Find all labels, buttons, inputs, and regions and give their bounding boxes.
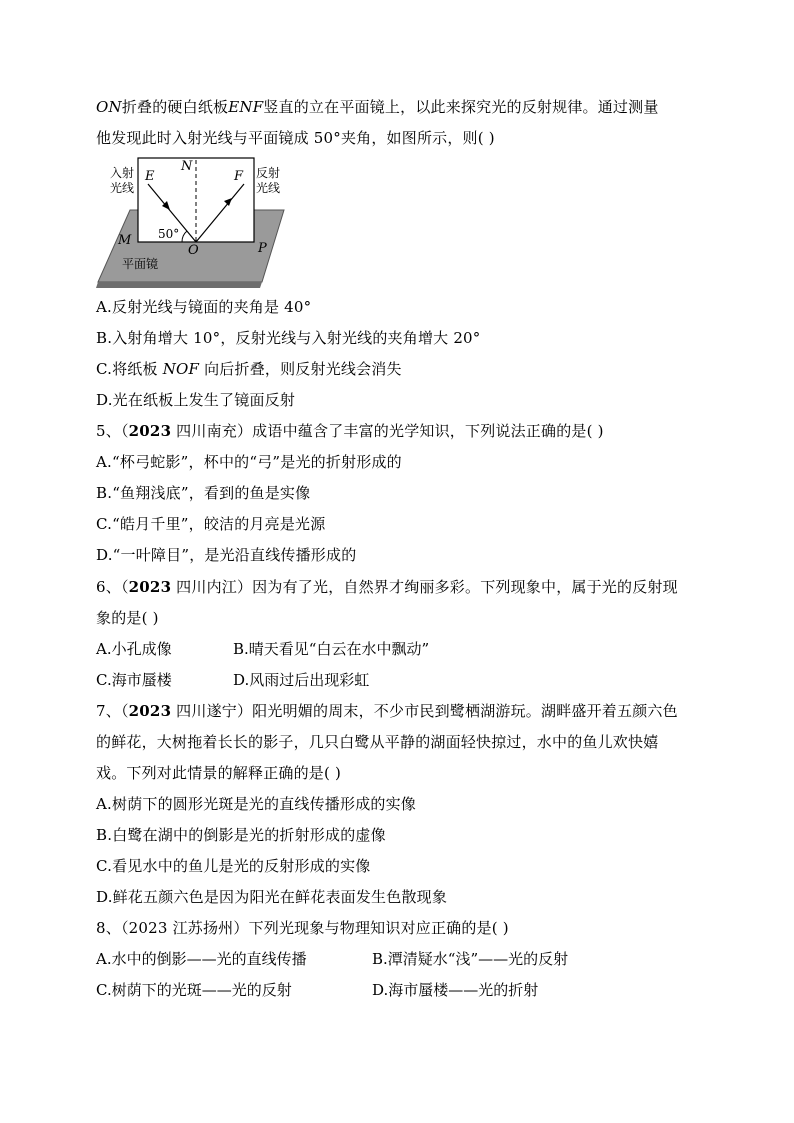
reflection-experiment-figure	[96, 156, 296, 288]
point-e-label: E	[145, 169, 155, 184]
q6-option-b: B.晴天看见“白云在水中飘动”	[233, 640, 430, 658]
incident-label-1: 入射	[110, 166, 135, 180]
q6-option-c: C.海市蜃楼	[96, 671, 172, 689]
option-text: C.将纸板	[96, 360, 163, 378]
q6-option-a: A.小孔成像	[96, 640, 172, 658]
stem-text: 四川南充）成语中蕴含了丰富的光学知识，下列说法正确的是( )	[171, 422, 604, 440]
q6-stem-line-2: 象的是( )	[96, 609, 159, 627]
question-number: 5、（	[96, 422, 129, 440]
q4-option-a: A.反射光线与镜面的夹角是 40°	[96, 298, 312, 316]
q4-option-b: B.入射角增大 10°，反射光线与入射光线的夹角增大 20°	[96, 329, 481, 347]
point-f-label: F	[234, 169, 244, 184]
q5-option-b: B.“鱼翔浅底”，看到的鱼是实像	[96, 484, 311, 502]
label-on: ON	[96, 98, 122, 116]
stem-text: 竖直的立在平面镜上，以此来探究光的反射规律。通过测量	[263, 98, 659, 116]
q7-stem-line-1	[96, 700, 678, 722]
option-text: 向后折叠，则反射光线会消失	[199, 360, 402, 378]
q7-stem-line-2: 的鲜花，大树拖着长长的影子，几只白鹭从平静的湖面轻快掠过，水中的鱼儿欢快嬉	[96, 733, 659, 751]
mirror-label: 平面镜	[122, 257, 159, 271]
q7-stem-line-3: 戏。下列对此情景的解释正确的是( )	[96, 764, 342, 782]
q8-option-c: C.树荫下的光斑——光的反射	[96, 981, 292, 999]
plane-mirror-edge	[96, 282, 262, 288]
label-enf: ENF	[228, 98, 264, 116]
question-4-stem-line-2: 他发现此时入射光线与平面镜成 50°夹角，如图所示，则( )	[96, 129, 495, 147]
q8-option-d: D.海市蜃楼——光的折射	[372, 981, 539, 999]
angle-label: 50°	[158, 227, 180, 241]
q6-stem-line-1	[96, 576, 678, 598]
q4-option-d: D.光在纸板上发生了镜面反射	[96, 391, 296, 409]
q7-option-a: A.树荫下的圆形光斑是光的直线传播形成的实像	[96, 795, 417, 813]
q5-stem	[96, 420, 604, 442]
question-4-stem-line-1	[96, 96, 659, 118]
question-year: 2023	[128, 422, 172, 440]
q5-option-c: C.“皓月千里”，皎洁的月亮是光源	[96, 515, 326, 533]
label-nof: NOF	[162, 360, 200, 378]
q5-option-d: D.“一叶障目”，是光沿直线传播形成的	[96, 546, 357, 564]
incident-label-2: 光线	[110, 181, 135, 195]
point-o-label: O	[188, 243, 199, 258]
q4-option-c	[96, 358, 402, 380]
point-m-label: M	[118, 233, 132, 248]
point-p-label: P	[258, 241, 267, 256]
q6-option-d: D.风雨过后出现彩虹	[233, 671, 370, 689]
q7-option-d: D.鲜花五颜六色是因为阳光在鲜花表面发生色散现象	[96, 888, 448, 906]
stem-text: 折叠的硬白纸板	[121, 98, 229, 116]
question-year: 2023	[128, 578, 172, 596]
question-number: 7、（	[96, 702, 129, 720]
q5-option-a: A.“杯弓蛇影”，杯中的“弓”是光的折射形成的	[96, 453, 402, 471]
q8-option-b: B.潭清疑水“浅”——光的反射	[372, 950, 569, 968]
question-year: 2023	[128, 702, 172, 720]
stem-text: 四川遂宁）阳光明媚的周末，不少市民到鹭栖湖游玩。湖畔盛开着五颜六色	[171, 702, 678, 720]
q8-option-a: A.水中的倒影——光的直线传播	[96, 950, 307, 968]
stem-text: 四川内江）因为有了光，自然界才绚丽多彩。下列现象中，属于光的反射现	[171, 578, 678, 596]
q7-option-b: B.白鹭在湖中的倒影是光的折射形成的虚像	[96, 826, 386, 844]
q8-stem: 8、（2023 江苏扬州）下列光现象与物理知识对应正确的是( )	[96, 919, 509, 937]
question-number: 6、（	[96, 578, 129, 596]
reflected-label-1: 反射	[256, 166, 281, 180]
q7-option-c: C.看见水中的鱼儿是光的反射形成的实像	[96, 857, 371, 875]
point-n-label: N	[181, 159, 193, 174]
reflected-label-2: 光线	[256, 181, 281, 195]
